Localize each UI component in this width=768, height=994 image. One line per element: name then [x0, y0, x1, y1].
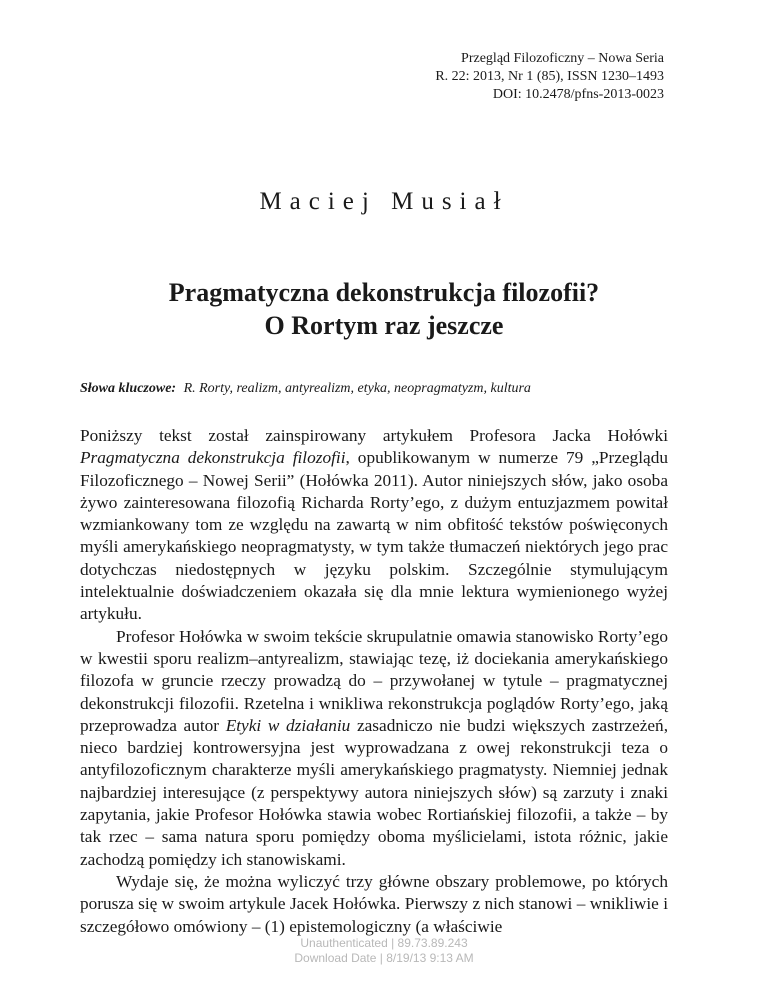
- paragraph-2-text-a: Profesor Hołówka w swoim tekście skrupulatnie omawia stanowisko Rorty’ego w kwestii sporu realizm–antyrealizm, stawiając tezę, iż dociekania amerykańskiego filozofa w gruncie rzeczy prowadzą do – przywołanej w tytule – pragmatycznej dekonstrukcji filozofii. Rzetelna i wnikliwa rekonstrukcja poglądów Rorty’ego, jaką przeprowadza autor: [80, 626, 668, 735]
- paragraph-3: Wydaje się, że można wyliczyć trzy główne obszary problemowe, po których porusza się w swoim artykule Jacek Hołówka. Pierwszy z nich stanowi – wnikliwie i szczegółowo omówiony – (1) epistemologiczny (a właściwie: [80, 871, 668, 936]
- watermark-line-2: Download Date | 8/19/13 9:13 AM: [294, 951, 474, 965]
- cited-book-title: Etyki w działaniu: [225, 715, 351, 735]
- journal-doi: DOI: 10.2478/pfns-2013-0023: [492, 87, 664, 102]
- title-line-1: Pragmatyczna dekonstrukcja filozofii?: [168, 278, 600, 307]
- author-name: Maciej Musiał: [259, 188, 509, 215]
- article-title: [0, 276, 768, 342]
- keywords-list: R. Rorty, realizm, antyrealizm, etyka, neopragmatyzm, kultura: [183, 381, 531, 396]
- keywords: [80, 381, 688, 397]
- journal-header: [435, 50, 664, 104]
- journal-issue: R. 22: 2013, Nr 1 (85), ISSN 1230–1493: [435, 69, 664, 84]
- paragraph-1-text-a: Poniższy tekst został zainspirowany artykułem Profesora Jacka Hołówki: [80, 426, 668, 445]
- paragraph-2: [80, 626, 668, 871]
- watermark-line-1: Unauthenticated | 89.73.89.243: [300, 936, 468, 950]
- paragraph-1-text-b: , opublikowanym w numerze 79 „Przeglądu Filozoficznego – Nowej Serii” (Hołówka 2011). Autor niniejszych słów, jako osoba żywo zainteresowana filozofią Richarda Rorty’ego, z dużym entuzjazmem powitał wzmiankowany tom ze względu na zawartą w nim obfitość tekstów poświęconych myśli amerykańskiego neopragmatysty, w tym także tłumaczeń niektórych jego prac dotychczas niedostępnych w języku polskim. Szczególnie stymulującym intelektualnie doświadczeniem okazała się dla mnie lektura wymienionego wyżej artykułu.: [80, 448, 668, 624]
- paragraph-2-text-b: zasadniczo nie budzi większych zastrzeżeń, nieco bardziej kontrowersyjna jest wyprowadzana z owej rekonstrukcji teza o antyfilozoficznym charakterze myśli amerykańskiego pragmatysty. Niemniej jednak najbardziej interesujące (z perspektywy autora niniejszych słów) są zarzuty i znaki zapytania, jakie Profesor Hołówka stawia wobec Rortiańskiej filozofii, a także – by tak rzec – sama natura sporu pomiędzy oboma myślicielami, istota różnic, jakie zachodzą pomiędzy ich stanowiskami.: [80, 715, 669, 869]
- paragraph-1: [80, 425, 668, 626]
- cited-article-title: Pragmatyczna dekonstrukcja filozofii: [80, 448, 346, 468]
- article-body: [80, 425, 668, 938]
- download-watermark: [0, 936, 768, 966]
- journal-name: Przegląd Filozoficzny – Nowa Seria: [461, 51, 664, 66]
- keywords-label: Słowa kluczowe:: [80, 381, 177, 396]
- title-line-2: O Rortym raz jeszcze: [264, 311, 504, 340]
